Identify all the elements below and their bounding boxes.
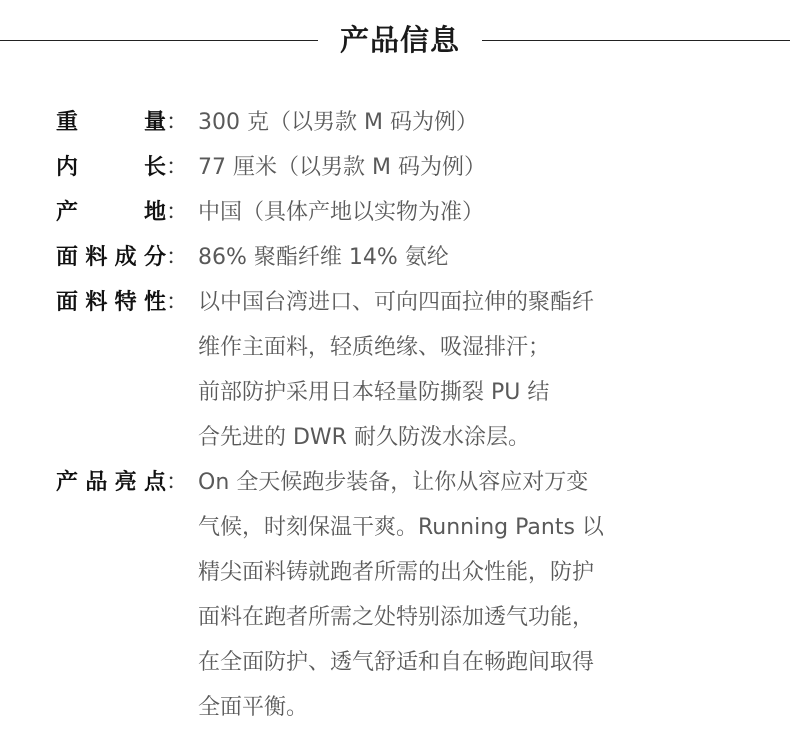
section-header	[0, 0, 790, 84]
value-line: 精尖面料铸就跑者所需的出众性能，防护	[198, 560, 595, 585]
value-line: 面料在跑者所需之处特别添加透气功能，	[198, 605, 595, 630]
info-value	[198, 100, 668, 145]
info-value	[198, 190, 668, 235]
label-colon: ：	[166, 245, 189, 270]
info-label: 产地	[56, 200, 166, 225]
info-row-fabric-composition	[0, 235, 790, 280]
label-colon: ：	[166, 470, 189, 495]
value-line: 以中国台湾进口、可向四面拉伸的聚酯纤	[198, 290, 595, 315]
value-line: 合先进的 DWR 耐久防泼水涂层。	[198, 425, 530, 450]
info-label: 面料特性	[56, 290, 166, 315]
value-line: 300 克（以男款 M 码为例）	[198, 110, 478, 135]
value-line: On 全天候跑步装备，让你从容应对万变	[198, 470, 589, 495]
header-rule-left	[0, 40, 318, 41]
info-label: 面料成分	[56, 245, 166, 270]
value-line: 维作主面料，轻质绝缘、吸湿排汗；	[198, 335, 551, 360]
info-value	[198, 280, 668, 460]
info-label: 内长	[56, 155, 166, 180]
info-value	[198, 235, 668, 280]
info-label: 产品亮点	[56, 470, 166, 495]
info-row-fabric-features	[0, 280, 790, 460]
info-value	[198, 145, 668, 190]
label-colon: ：	[166, 200, 189, 225]
label-colon: ：	[166, 110, 189, 135]
value-line: 中国（具体产地以实物为准）	[198, 200, 485, 225]
value-line: 前部防护采用日本轻量防撕裂 PU 结	[198, 380, 550, 405]
value-line: 全面平衡。	[198, 695, 309, 720]
info-label: 重量	[56, 110, 166, 135]
info-row-highlights	[0, 460, 790, 730]
product-info-list	[0, 100, 790, 730]
label-colon: ：	[166, 290, 189, 315]
info-value	[198, 460, 668, 730]
info-row-origin	[0, 190, 790, 235]
value-line: 在全面防护、透气舒适和自在畅跑间取得	[198, 650, 595, 675]
page-title: 产品信息	[339, 23, 460, 57]
info-row-inseam	[0, 145, 790, 190]
info-row-weight	[0, 100, 790, 145]
header-rule-right	[482, 40, 790, 41]
value-line: 86% 聚酯纤维 14% 氨纶	[198, 245, 449, 270]
value-line: 77 厘米（以男款 M 码为例）	[198, 155, 486, 180]
label-colon: ：	[166, 155, 189, 180]
value-line: 气候，时刻保温干爽。Running Pants 以	[198, 515, 604, 540]
